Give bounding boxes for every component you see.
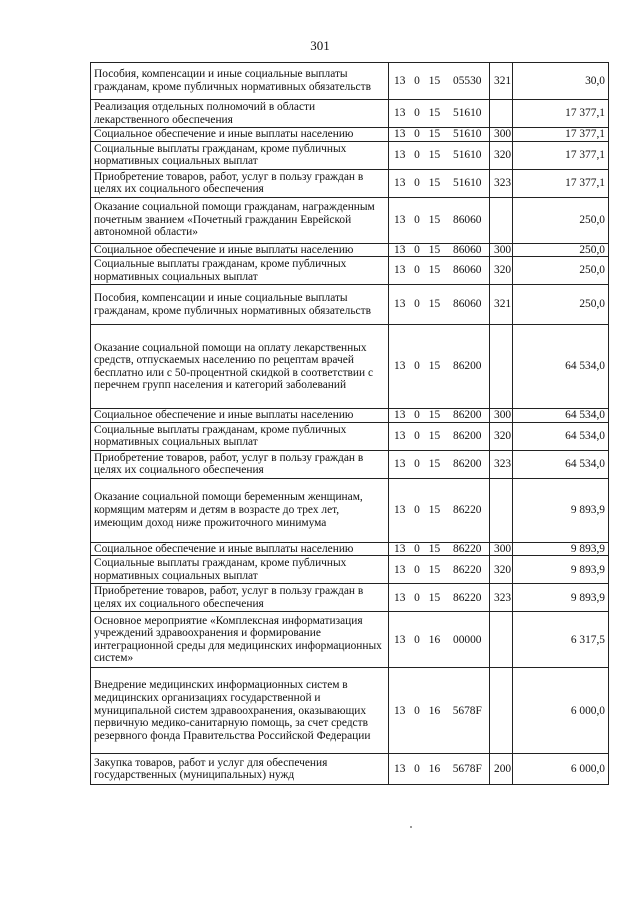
amount-cell: 17 377,1: [513, 100, 609, 128]
row-name-cell: Социальное обеспечение и иные выплаты населению: [91, 243, 389, 257]
table-row: [91, 584, 609, 612]
subprogram-code-cell: 0: [411, 584, 424, 612]
table-row: [91, 128, 609, 142]
target-item-code-cell: 86220: [446, 556, 490, 584]
main-activity-code-cell: 15: [424, 63, 446, 100]
expense-type-cell: [490, 612, 513, 668]
main-activity-code-cell: 15: [424, 325, 446, 409]
expense-type-cell: 300: [490, 542, 513, 556]
main-activity-code-cell: 15: [424, 478, 446, 542]
row-name-cell: Внедрение медицинских информационных систем в медицинских организациях государственной и муниципальной систем здравоохранения, оказывающих первичную медико-санитарную помощь, за счет средств резервного фонда Правительства Российской Федерации: [91, 668, 389, 754]
row-name-cell: Оказание социальной помощи на оплату лекарственных средств, отпускаемых населению по рецептам врачей бесплатно или с 50-процентной скидкой в соответствии с перечнем групп населения и категорий заболеваний: [91, 325, 389, 409]
expense-type-cell: 323: [490, 450, 513, 478]
amount-cell: 250,0: [513, 197, 609, 243]
target-item-code-cell: 86220: [446, 542, 490, 556]
expense-type-cell: 300: [490, 243, 513, 257]
section-code-cell: 13: [389, 325, 411, 409]
subprogram-code-cell: 0: [411, 197, 424, 243]
subprogram-code-cell: 0: [411, 556, 424, 584]
expense-type-cell: [490, 325, 513, 409]
target-item-code-cell: 86220: [446, 478, 490, 542]
target-item-code-cell: 5678F: [446, 754, 490, 785]
target-item-code-cell: 86060: [446, 197, 490, 243]
main-activity-code-cell: 15: [424, 257, 446, 285]
subprogram-code-cell: 0: [411, 409, 424, 423]
section-code-cell: 13: [389, 243, 411, 257]
target-item-code-cell: 05530: [446, 63, 490, 100]
amount-cell: 64 534,0: [513, 422, 609, 450]
row-name-cell: Социальные выплаты гражданам, кроме публичных нормативных социальных выплат: [91, 556, 389, 584]
target-item-code-cell: 51610: [446, 100, 490, 128]
expense-type-cell: 323: [490, 169, 513, 197]
table-row: [91, 668, 609, 754]
target-item-code-cell: 51610: [446, 128, 490, 142]
subprogram-code-cell: 0: [411, 63, 424, 100]
subprogram-code-cell: 0: [411, 450, 424, 478]
row-name-cell: Оказание социальной помощи гражданам, награжденным почетным званием «Почетный гражданин Еврейской автономной области»: [91, 197, 389, 243]
subprogram-code-cell: 0: [411, 100, 424, 128]
page-number: 301: [310, 38, 330, 53]
row-name-cell: Социальное обеспечение и иные выплаты населению: [91, 128, 389, 142]
expense-type-cell: 300: [490, 409, 513, 423]
amount-cell: 6 000,0: [513, 754, 609, 785]
section-code-cell: 13: [389, 478, 411, 542]
main-activity-code-cell: 15: [424, 243, 446, 257]
table-row: [91, 243, 609, 257]
row-name-cell: Реализация отдельных полномочий в области лекарственного обеспечения: [91, 100, 389, 128]
section-code-cell: 13: [389, 169, 411, 197]
amount-cell: 17 377,1: [513, 169, 609, 197]
row-name-cell: Приобретение товаров, работ, услуг в пользу граждан в целях их социального обеспечения: [91, 169, 389, 197]
expense-type-cell: [490, 100, 513, 128]
row-name-cell: Социальные выплаты гражданам, кроме публичных нормативных социальных выплат: [91, 422, 389, 450]
target-item-code-cell: 86200: [446, 325, 490, 409]
table-row: [91, 542, 609, 556]
main-activity-code-cell: 15: [424, 450, 446, 478]
expense-type-cell: [490, 197, 513, 243]
amount-cell: 64 534,0: [513, 409, 609, 423]
section-code-cell: 13: [389, 197, 411, 243]
row-name-cell: Приобретение товаров, работ, услуг в пользу граждан в целях их социального обеспечения: [91, 450, 389, 478]
main-activity-code-cell: 16: [424, 612, 446, 668]
row-name-cell: Пособия, компенсации и иные социальные выплаты гражданам, кроме публичных нормативных обязательств: [91, 63, 389, 100]
main-activity-code-cell: 15: [424, 556, 446, 584]
main-activity-code-cell: 16: [424, 754, 446, 785]
main-activity-code-cell: 15: [424, 128, 446, 142]
table-row: [91, 63, 609, 100]
amount-cell: 250,0: [513, 257, 609, 285]
amount-cell: 6 317,5: [513, 612, 609, 668]
subprogram-code-cell: 0: [411, 422, 424, 450]
table-row: [91, 169, 609, 197]
target-item-code-cell: 5678F: [446, 668, 490, 754]
expense-type-cell: 320: [490, 422, 513, 450]
row-name-cell: Приобретение товаров, работ, услуг в пользу граждан в целях их социального обеспечения: [91, 584, 389, 612]
target-item-code-cell: 86200: [446, 450, 490, 478]
table-row: [91, 325, 609, 409]
scan-speck: [410, 826, 412, 828]
target-item-code-cell: 51610: [446, 169, 490, 197]
expense-type-cell: 200: [490, 754, 513, 785]
section-code-cell: 13: [389, 754, 411, 785]
table-row: [91, 422, 609, 450]
subprogram-code-cell: 0: [411, 325, 424, 409]
section-code-cell: 13: [389, 556, 411, 584]
main-activity-code-cell: 15: [424, 542, 446, 556]
target-item-code-cell: 86060: [446, 257, 490, 285]
subprogram-code-cell: 0: [411, 668, 424, 754]
main-activity-code-cell: 15: [424, 285, 446, 325]
amount-cell: 17 377,1: [513, 128, 609, 142]
main-activity-code-cell: 15: [424, 197, 446, 243]
target-item-code-cell: 86200: [446, 409, 490, 423]
main-activity-code-cell: 15: [424, 422, 446, 450]
amount-cell: 9 893,9: [513, 556, 609, 584]
table-row: [91, 478, 609, 542]
section-code-cell: 13: [389, 128, 411, 142]
section-code-cell: 13: [389, 63, 411, 100]
main-activity-code-cell: 16: [424, 668, 446, 754]
subprogram-code-cell: 0: [411, 478, 424, 542]
subprogram-code-cell: 0: [411, 169, 424, 197]
subprogram-code-cell: 0: [411, 612, 424, 668]
section-code-cell: 13: [389, 257, 411, 285]
table-row: [91, 450, 609, 478]
row-name-cell: Оказание социальной помощи беременным женщинам, кормящим матерям и детям в возрасте до трех лет, имеющим доход ниже прожиточного минимума: [91, 478, 389, 542]
section-code-cell: 13: [389, 409, 411, 423]
row-name-cell: Социальное обеспечение и иные выплаты населению: [91, 409, 389, 423]
amount-cell: 9 893,9: [513, 478, 609, 542]
subprogram-code-cell: 0: [411, 128, 424, 142]
subprogram-code-cell: 0: [411, 257, 424, 285]
section-code-cell: 13: [389, 422, 411, 450]
expense-type-cell: 323: [490, 584, 513, 612]
amount-cell: 64 534,0: [513, 325, 609, 409]
amount-cell: 6 000,0: [513, 668, 609, 754]
expense-type-cell: [490, 478, 513, 542]
expense-type-cell: [490, 668, 513, 754]
amount-cell: 250,0: [513, 285, 609, 325]
table-row: [91, 141, 609, 169]
row-name-cell: Пособия, компенсации и иные социальные выплаты гражданам, кроме публичных нормативных обязательств: [91, 285, 389, 325]
amount-cell: 30,0: [513, 63, 609, 100]
target-item-code-cell: 86200: [446, 422, 490, 450]
target-item-code-cell: 00000: [446, 612, 490, 668]
amount-cell: 17 377,1: [513, 141, 609, 169]
expense-type-cell: 320: [490, 556, 513, 584]
main-activity-code-cell: 15: [424, 409, 446, 423]
row-name-cell: Социальные выплаты гражданам, кроме публичных нормативных социальных выплат: [91, 141, 389, 169]
subprogram-code-cell: 0: [411, 285, 424, 325]
section-code-cell: 13: [389, 668, 411, 754]
table-row: [91, 754, 609, 785]
section-code-cell: 13: [389, 100, 411, 128]
section-code-cell: 13: [389, 542, 411, 556]
table-row: [91, 197, 609, 243]
expense-type-cell: 320: [490, 141, 513, 169]
main-activity-code-cell: 15: [424, 584, 446, 612]
subprogram-code-cell: 0: [411, 243, 424, 257]
expense-type-cell: 300: [490, 128, 513, 142]
row-name-cell: Закупка товаров, работ и услуг для обеспечения государственных (муниципальных) нужд: [91, 754, 389, 785]
row-name-cell: Основное мероприятие «Комплексная информатизация учреждений здравоохранения и формирование интеграционной среды для медицинских информационных систем»: [91, 612, 389, 668]
section-code-cell: 13: [389, 141, 411, 169]
section-code-cell: 13: [389, 612, 411, 668]
amount-cell: 9 893,9: [513, 542, 609, 556]
main-activity-code-cell: 15: [424, 169, 446, 197]
target-item-code-cell: 86060: [446, 243, 490, 257]
table-row: [91, 612, 609, 668]
budget-table: [90, 62, 609, 785]
amount-cell: 64 534,0: [513, 450, 609, 478]
section-code-cell: 13: [389, 450, 411, 478]
row-name-cell: Социальное обеспечение и иные выплаты населению: [91, 542, 389, 556]
target-item-code-cell: 86060: [446, 285, 490, 325]
subprogram-code-cell: 0: [411, 141, 424, 169]
table-row: [91, 409, 609, 423]
expense-type-cell: 321: [490, 63, 513, 100]
table-row: [91, 556, 609, 584]
table-row: [91, 257, 609, 285]
amount-cell: 9 893,9: [513, 584, 609, 612]
table-row: [91, 100, 609, 128]
main-activity-code-cell: 15: [424, 100, 446, 128]
amount-cell: 250,0: [513, 243, 609, 257]
row-name-cell: Социальные выплаты гражданам, кроме публичных нормативных социальных выплат: [91, 257, 389, 285]
section-code-cell: 13: [389, 285, 411, 325]
target-item-code-cell: 51610: [446, 141, 490, 169]
subprogram-code-cell: 0: [411, 754, 424, 785]
section-code-cell: 13: [389, 584, 411, 612]
target-item-code-cell: 86220: [446, 584, 490, 612]
expense-type-cell: 321: [490, 285, 513, 325]
table-row: [91, 285, 609, 325]
main-activity-code-cell: 15: [424, 141, 446, 169]
expense-type-cell: 320: [490, 257, 513, 285]
subprogram-code-cell: 0: [411, 542, 424, 556]
